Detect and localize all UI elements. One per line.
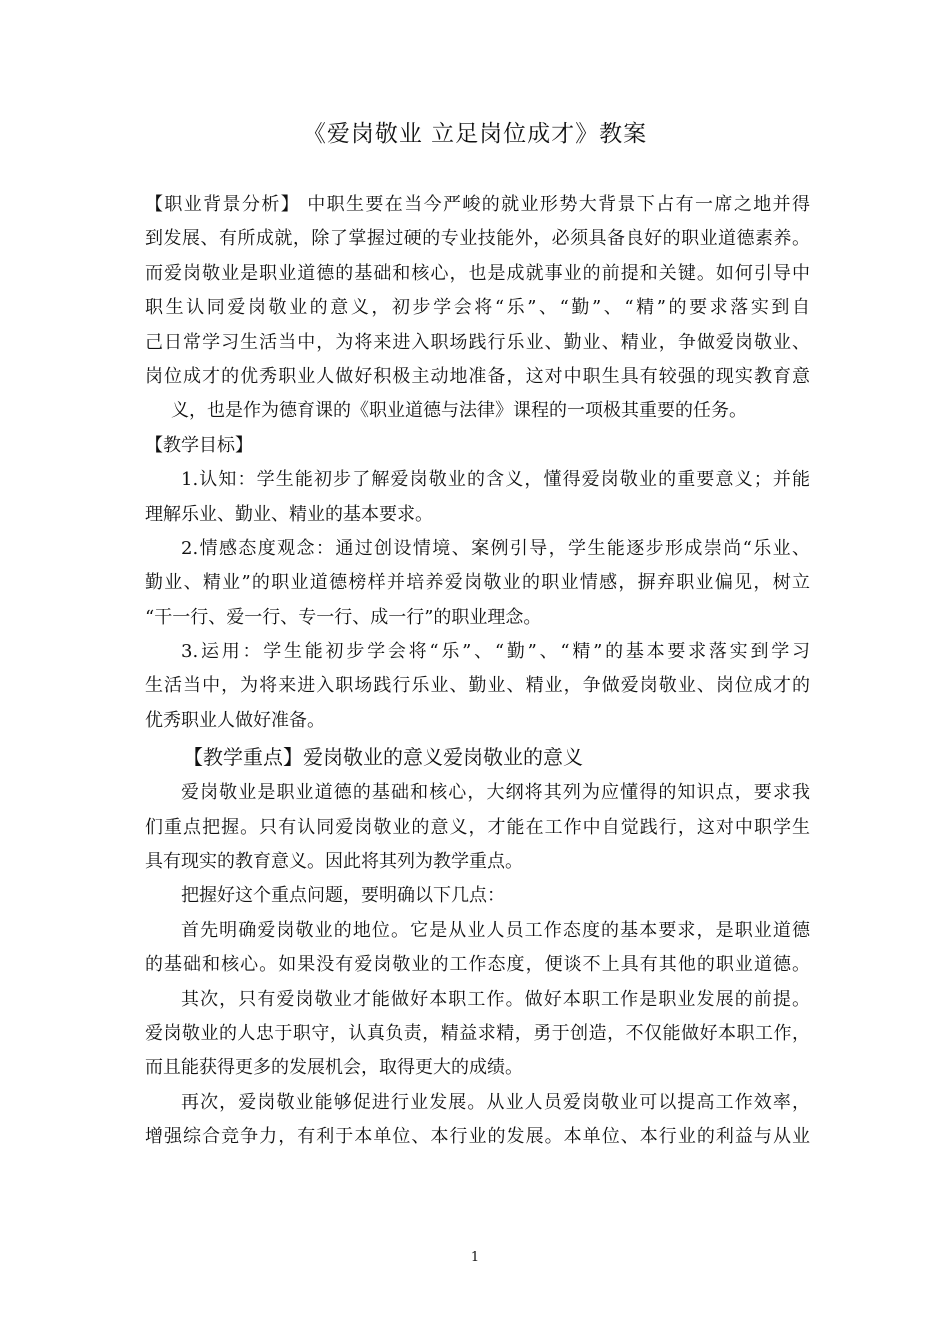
objective-item-3-line: 生活当中，为将来进入职场践行乐业、勤业、精业，争做爱岗敬业、岗位成才的 <box>145 675 810 697</box>
key-points-para-4-line: 爱岗敬业的人忠于职守，认真负责，精益求精，勇于创造，不仅能做好本职工作， <box>145 1022 810 1044</box>
key-points-para-1-line: 们重点把握。只有认同爱岗敬业的意义，才能在工作中自觉践行，这对中职学生 <box>145 816 810 838</box>
key-points-para-5-line: 再次，爱岗敬业能够促进行业发展。从业人员爱岗敬业可以提高工作效率， <box>181 1091 810 1113</box>
page-number: 1 <box>470 1250 480 1265</box>
background-line: 而爱岗敬业是职业道德的基础和核心，也是成就事业的前提和关键。如何引导中 <box>145 262 810 284</box>
objective-item-2-line: 2.情感态度观念：通过创设情境、案例引导，学生能逐步形成崇尚“乐业、 <box>181 537 810 559</box>
objective-item-2-line: “干一行、爱一行、专一行、成一行”的职业理念。 <box>145 606 542 628</box>
objective-item-3-line: 优秀职业人做好准备。 <box>145 709 325 731</box>
objective-item-1-line: 理解乐业、勤业、精业的基本要求。 <box>145 503 433 525</box>
background-line: 职生认同爱岗敬业的意义，初步学会将“乐”、“勤”、“精”的要求落实到自 <box>145 297 810 319</box>
background-line: 岗位成才的优秀职业人做好积极主动地准备，这对中职生具有较强的现实教育意 <box>145 365 810 387</box>
document-title: 《爱岗敬业 立足岗位成才》教案 <box>302 121 648 147</box>
key-points-para-3-line: 首先明确爱岗敬业的地位。它是从业人员工作态度的基本要求，是职业道德 <box>181 919 810 941</box>
key-points-heading: 【教学重点】爱岗敬业的意义爱岗敬业的意义 <box>183 745 583 770</box>
key-points-para-2-line: 把握好这个重点问题，要明确以下几点： <box>181 885 505 907</box>
objective-item-2-line: 勤业、精业”的职业道德榜样并培养爱岗敬业的职业情感，摒弃职业偏见，树立 <box>145 572 810 594</box>
background-line: 到发展、有所成就，除了掌握过硬的专业技能外，必须具备良好的职业道德素养。 <box>145 228 810 250</box>
key-points-para-3-line: 的基础和核心。如果没有爱岗敬业的工作态度，便谈不上具有其他的职业道德。 <box>145 954 810 976</box>
key-points-para-4-line: 其次，只有爱岗敬业才能做好本职工作。做好本职工作是职业发展的前提。 <box>181 988 810 1010</box>
objectives-heading: 【教学目标】 <box>145 434 253 456</box>
document-body <box>145 188 810 1155</box>
background-line: 义，也是作为德育课的《职业道德与法律》课程的一项极其重要的任务。 <box>171 400 747 422</box>
key-points-para-1-line: 爱岗敬业是职业道德的基础和核心，大纲将其列为应懂得的知识点，要求我 <box>181 782 810 804</box>
key-points-para-4-line: 而且能获得更多的发展机会，取得更大的成绩。 <box>145 1057 523 1079</box>
key-points-para-5-line: 增强综合竞争力，有利于本单位、本行业的发展。本单位、本行业的利益与从业 <box>145 1126 810 1148</box>
objective-item-1-line: 1.认知：学生能初步了解爱岗敬业的含义，懂得爱岗敬业的重要意义；并能 <box>181 469 810 491</box>
objective-item-3-line: 3.运用：学生能初步学会将“乐”、“勤”、“精”的基本要求落实到学习 <box>181 641 810 663</box>
background-line: 【职业背景分析】 中职生要在当今严峻的就业形势大背景下占有一席之地并得 <box>145 194 810 215</box>
background-line: 己日常学习生活当中，为将来进入职场践行乐业、勤业、精业，争做爱岗敬业、 <box>145 331 810 353</box>
key-points-para-1-line: 具有现实的教育意义。因此将其列为教学重点。 <box>145 851 523 873</box>
